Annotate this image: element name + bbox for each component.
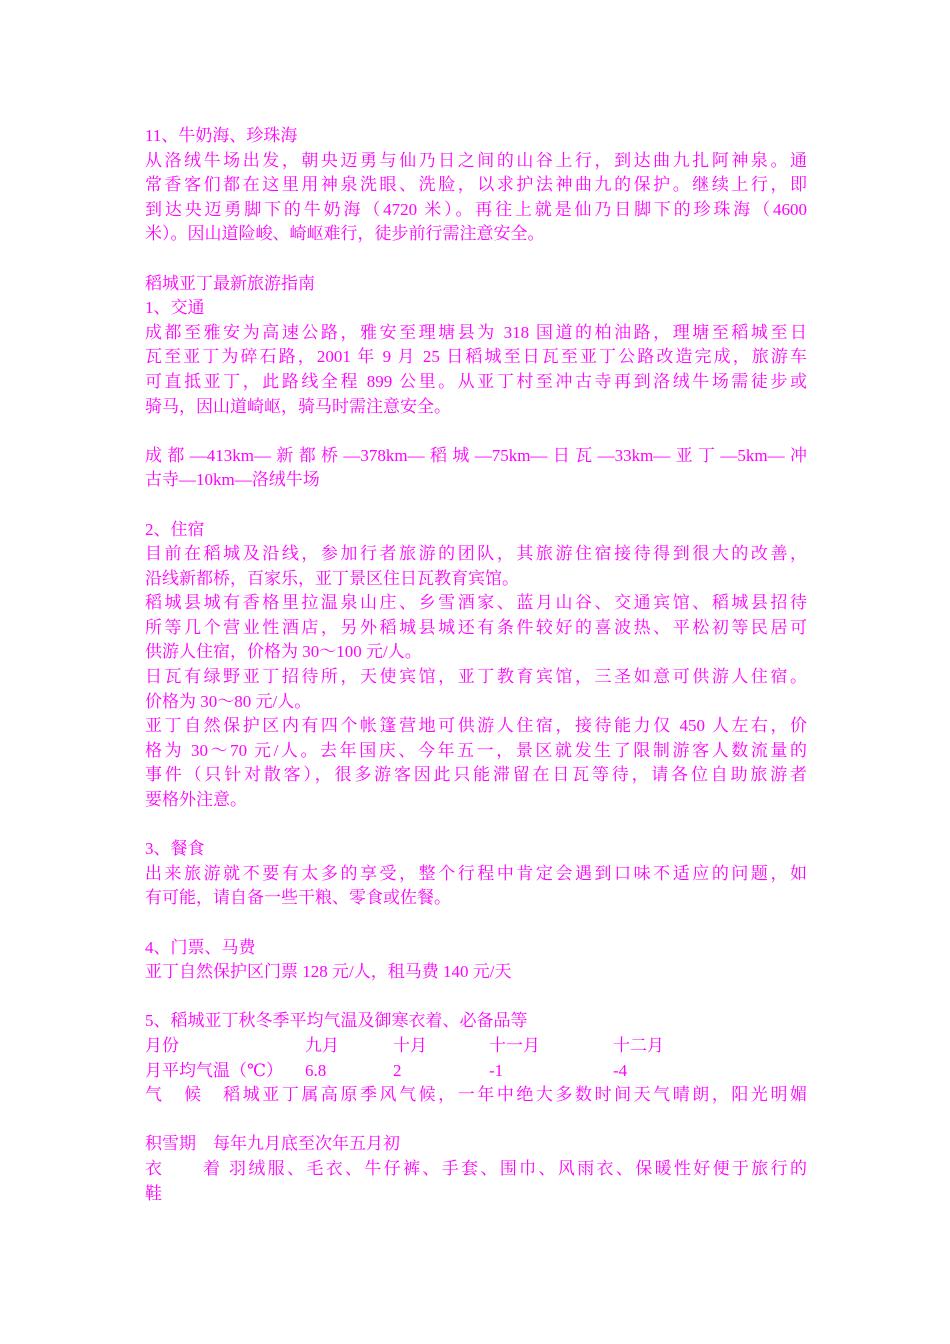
table-row bbox=[145, 1034, 807, 1059]
table-cell: 十一月 bbox=[489, 1035, 540, 1055]
text-line: 事件（只针对散客），很多游客因此只能滞留在日瓦等待，请各位自助旅游者 bbox=[145, 765, 807, 785]
table-cell: 6.8 bbox=[305, 1060, 327, 1080]
text-line: 成都至雅安为高速公路，雅安至理塘县为 318 国道的柏油路，理塘至稻城至日 bbox=[145, 322, 807, 342]
text-line: 瓦至亚丁为碎石路，2001 年 9 月 25 日稻城至日瓦至亚丁公路改造完成，旅游车 bbox=[145, 347, 807, 367]
blank-line bbox=[145, 985, 807, 1010]
text-line: 积雪期 每年九月底至次年五月初 bbox=[145, 1134, 400, 1154]
text-line: 气 候 稻城亚丁属高原季风气候，一年中绝大多数时间天气晴朗，阳光明媚 bbox=[145, 1085, 807, 1105]
document-page bbox=[145, 124, 807, 1206]
table-cell: 月份 bbox=[145, 1035, 179, 1055]
text-line: 从洛绒牛场出发，朝央迈勇与仙乃日之间的山谷上行，到达曲九扎阿神泉。通 bbox=[145, 150, 807, 170]
text-line: 亚丁自然保护区内有四个帐篷营地可供游人住宿，接待能力仅 450 人左右，价 bbox=[145, 716, 807, 736]
blank-line bbox=[145, 419, 807, 444]
text-line: 格为 30～70 元/人。去年国庆、今年五一，景区就发生了限制游客人数流量的 bbox=[145, 740, 807, 760]
table-cell: -1 bbox=[489, 1060, 504, 1080]
blank-line bbox=[145, 493, 807, 518]
table-cell: 十二月 bbox=[613, 1035, 664, 1055]
table-cell: 十月 bbox=[393, 1035, 427, 1055]
text-line: 古寺—10km—洛绒牛场 bbox=[145, 470, 320, 490]
text-line: 4、门票、马费 bbox=[145, 937, 256, 957]
text-line: 目前在稻城及沿线，参加行者旅游的团队，其旅游住宿接待得到很大的改善， bbox=[145, 544, 807, 564]
text-line: 5、稻城亚丁秋冬季平均气温及御寒衣着、必备品等 bbox=[145, 1011, 528, 1031]
text-line: 到达央迈勇脚下的牛奶海（4720 米）。再往上就是仙乃日脚下的珍珠海（4600 bbox=[145, 199, 807, 219]
table-cell: 九月 bbox=[305, 1035, 339, 1055]
blank-line bbox=[145, 813, 807, 838]
text-line: 价格为 30～80 元/人。 bbox=[145, 691, 312, 711]
text-line: 沿线新都桥，百家乐，亚丁景区住日瓦教育宾馆。 bbox=[145, 568, 519, 588]
text-line: 稻城县城有香格里拉温泉山庄、乡雪酒家、蓝月山谷、交通宾馆、稻城县招待 bbox=[145, 593, 807, 613]
text-line: 要格外注意。 bbox=[145, 790, 247, 810]
text-line: 1、交通 bbox=[145, 298, 205, 318]
text-line: 亚丁自然保护区门票 128 元/人，租马费 140 元/天 bbox=[145, 962, 512, 982]
text-line: 常香客们都在这里用神泉洗眼、洗脸，以求护法神曲九的保护。继续上行，即 bbox=[145, 175, 807, 195]
text-line: 日瓦有绿野亚丁招待所，天使宾馆，亚丁教育宾馆，三圣如意可供游人住宿。 bbox=[145, 667, 807, 687]
text-line: 出来旅游就不要有太多的享受，整个行程中肯定会遇到口味不适应的问题，如 bbox=[145, 863, 807, 883]
text-line: 2、住宿 bbox=[145, 519, 205, 539]
table-cell: 月平均气温（℃） bbox=[145, 1060, 284, 1080]
table-cell: -4 bbox=[613, 1060, 628, 1080]
text-line: 鞋 bbox=[145, 1183, 162, 1203]
text-line: 3、餐食 bbox=[145, 839, 205, 859]
text-line: 供游人住宿，价格为 30～100 元/人。 bbox=[145, 642, 422, 662]
text-line: 骑马，因山道崎岖，骑马时需注意安全。 bbox=[145, 396, 451, 416]
text-line: 衣 着 羽绒服、毛衣、牛仔裤、手套、围巾、风雨衣、保暖性好便于旅行的 bbox=[145, 1158, 807, 1178]
blank-line bbox=[145, 247, 807, 272]
blank-line bbox=[145, 911, 807, 936]
text-line: 米）。因山道险峻、崎岖难行，徒步前行需注意安全。 bbox=[145, 224, 545, 244]
text-line: 稻城亚丁最新旅游指南 bbox=[145, 273, 315, 293]
table-cell: 2 bbox=[393, 1060, 402, 1080]
text-line: 11、牛奶海、珍珠海 bbox=[145, 126, 298, 145]
blank-line bbox=[145, 1108, 807, 1133]
text-line: 所等几个营业性酒店，另外稻城县城还有条件较好的喜波热、平松初等民居可 bbox=[145, 617, 807, 637]
table-row bbox=[145, 1059, 807, 1084]
text-line: 可直抵亚丁，此路线全程 899 公里。从亚丁村至冲古寺再到洛绒牛场需徒步或 bbox=[145, 371, 807, 391]
text-line: 成都—413km—新都桥—378km—稻城—75km—日瓦—33km—亚丁—5km—冲 bbox=[145, 445, 807, 465]
text-line: 有可能，请自备一些干粮、零食或佐餐。 bbox=[145, 888, 451, 908]
